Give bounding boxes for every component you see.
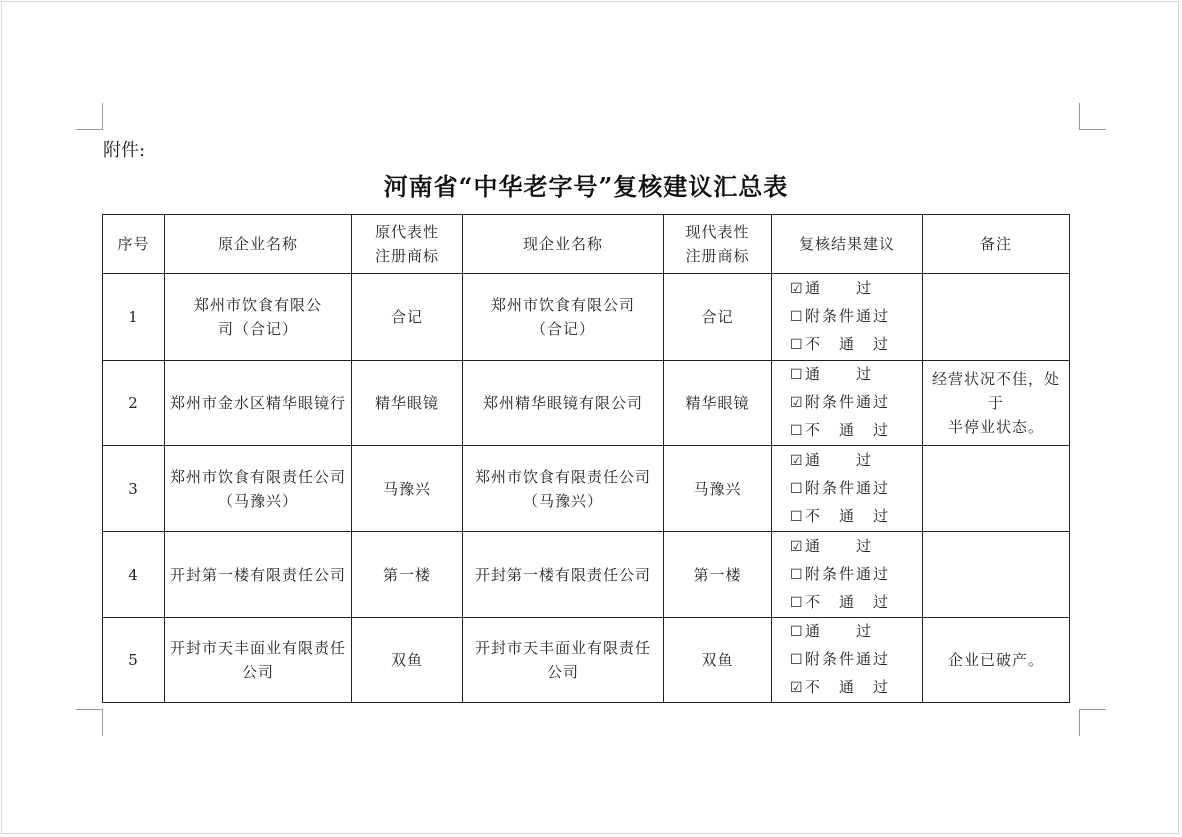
cell-seq: 4	[103, 532, 165, 618]
header-result: 复核结果建议	[772, 215, 923, 274]
cell-original-mark: 第一楼	[352, 532, 463, 618]
cell-result-options	[772, 361, 923, 446]
cell-seq: 5	[103, 618, 165, 703]
document-title: 河南省“中华老字号”复核建议汇总表	[383, 172, 789, 201]
result-option-label: 附条件通过	[805, 650, 891, 668]
cell-original-mark: 马豫兴	[352, 446, 463, 532]
unchecked-box-icon: ☐	[790, 652, 803, 668]
checked-box-icon: ☑	[790, 452, 803, 469]
header-original-name: 原企业名称	[165, 215, 352, 274]
result-option	[790, 331, 920, 359]
header-seq: 序号	[103, 215, 165, 274]
cell-original-mark: 合记	[352, 274, 463, 361]
cell-remark: 经营状况不佳，处于 半停业状态。	[923, 361, 1070, 446]
header-current-name: 现企业名称	[463, 215, 664, 274]
unchecked-box-icon: ☐	[790, 367, 803, 383]
unchecked-box-icon: ☐	[790, 624, 803, 640]
cell-current-mark: 马豫兴	[664, 446, 772, 532]
cell-current-name: 开封第一楼有限责任公司	[463, 532, 664, 618]
cell-remark	[923, 446, 1070, 532]
result-option-label: 不 通 过	[805, 592, 891, 611]
cell-original-mark: 精华眼镜	[352, 361, 463, 446]
checked-box-icon: ☑	[790, 395, 803, 411]
cell-current-mark: 合记	[664, 274, 772, 361]
cell-current-mark: 双鱼	[664, 618, 772, 703]
cell-original-mark: 双鱼	[352, 618, 463, 703]
unchecked-box-icon: ☐	[790, 480, 803, 497]
margin-mark-bottom-left	[76, 709, 103, 736]
result-option-label: 通 过	[805, 622, 874, 640]
unchecked-box-icon: ☐	[790, 309, 803, 325]
cell-seq: 1	[103, 274, 165, 361]
result-option	[790, 503, 920, 531]
cell-original-name: 郑州市饮食有限公 司（合记）	[165, 274, 352, 361]
table-row	[103, 446, 1070, 532]
result-option-label: 通 过	[805, 536, 874, 555]
result-option-label: 附条件通过	[805, 478, 891, 497]
result-option	[790, 475, 920, 503]
result-option	[790, 674, 920, 702]
margin-mark-top-right	[1079, 103, 1106, 130]
header-remark: 备注	[923, 215, 1070, 274]
cell-original-name: 开封市天丰面业有限责任 公司	[165, 618, 352, 703]
result-option-label: 不 通 过	[805, 506, 891, 525]
cell-current-name: 郑州市饮食有限公司 （合记）	[463, 274, 664, 361]
result-option-label: 通 过	[805, 365, 874, 383]
cell-remark	[923, 532, 1070, 618]
unchecked-box-icon: ☐	[790, 594, 803, 611]
result-option-label: 不 通 过	[805, 421, 891, 439]
unchecked-box-icon: ☐	[790, 337, 803, 353]
cell-current-mark: 第一楼	[664, 532, 772, 618]
result-option-label: 通 过	[805, 450, 874, 469]
result-option	[790, 303, 920, 331]
result-option-label: 通 过	[805, 279, 874, 297]
checked-box-icon: ☑	[790, 680, 803, 696]
cell-seq: 2	[103, 361, 165, 446]
cell-result-options	[772, 532, 923, 618]
result-option	[790, 646, 920, 674]
cell-current-name: 郑州市饮食有限责任公司 （马豫兴）	[463, 446, 664, 532]
cell-result-options	[772, 446, 923, 532]
unchecked-box-icon: ☐	[790, 508, 803, 525]
cell-current-mark: 精华眼镜	[664, 361, 772, 446]
result-option	[790, 417, 920, 445]
cell-seq: 3	[103, 446, 165, 532]
result-option	[790, 618, 920, 646]
table-row	[103, 274, 1070, 361]
table-header-row	[103, 215, 1070, 274]
unchecked-box-icon: ☐	[790, 423, 803, 439]
cell-original-name: 郑州市金水区精华眼镜行	[165, 361, 352, 446]
cell-current-name: 郑州精华眼镜有限公司	[463, 361, 664, 446]
result-option	[790, 561, 920, 589]
cell-remark	[923, 274, 1070, 361]
cell-current-name: 开封市天丰面业有限责任 公司	[463, 618, 664, 703]
cell-original-name: 郑州市饮食有限责任公司 （马豫兴）	[165, 446, 352, 532]
result-option-label: 附条件通过	[805, 307, 891, 325]
checked-box-icon: ☑	[790, 281, 803, 297]
result-option-label: 附条件通过	[805, 393, 891, 411]
margin-mark-bottom-right	[1079, 709, 1106, 736]
result-option	[790, 589, 920, 617]
result-option	[790, 533, 920, 561]
header-original-mark: 原代表性 注册商标	[352, 215, 463, 274]
result-option-label: 不 通 过	[805, 678, 891, 696]
review-summary-table	[102, 214, 1070, 703]
checked-box-icon: ☑	[790, 538, 803, 555]
table-row	[103, 361, 1070, 446]
result-option	[790, 361, 920, 389]
cell-result-options	[772, 618, 923, 703]
result-option	[790, 447, 920, 475]
unchecked-box-icon: ☐	[790, 566, 803, 583]
result-option-label: 附条件通过	[805, 564, 891, 583]
header-current-mark: 现代表性 注册商标	[664, 215, 772, 274]
attachment-label: 附件:	[103, 140, 146, 161]
cell-original-name: 开封第一楼有限责任公司	[165, 532, 352, 618]
table-row	[103, 618, 1070, 703]
margin-mark-top-left	[76, 103, 103, 130]
result-option	[790, 275, 920, 303]
result-option	[790, 389, 920, 417]
cell-result-options	[772, 274, 923, 361]
result-option-label: 不 通 过	[805, 335, 891, 353]
table-row	[103, 532, 1070, 618]
cell-remark: 企业已破产。	[923, 618, 1070, 703]
